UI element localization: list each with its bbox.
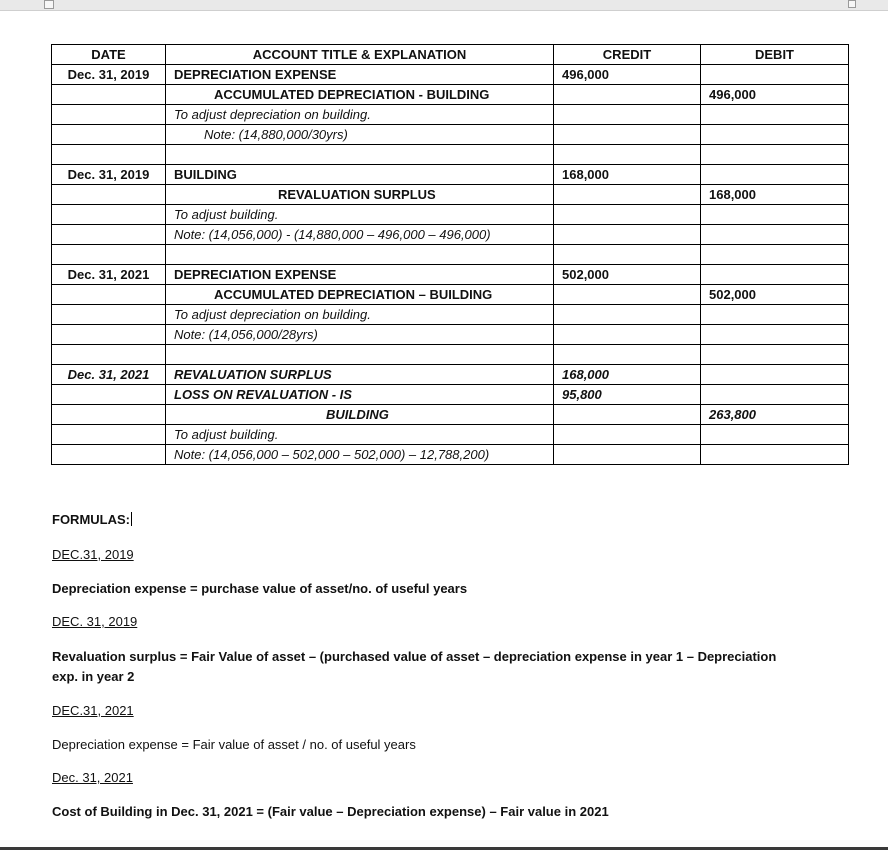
- entry-date: [52, 145, 166, 165]
- formula-text: Cost of Building in Dec. 31, 2021 = (Fair value – Depreciation expense) – Fair value in 2021: [52, 804, 609, 819]
- entry-date: [52, 245, 166, 265]
- entry-date: Dec. 31, 2021: [52, 265, 166, 285]
- entry-date: [52, 285, 166, 305]
- debit-amount: 502,000: [701, 285, 849, 305]
- account-title: REVALUATION SURPLUS: [166, 365, 554, 385]
- table-row: [52, 125, 849, 145]
- table-row: [52, 85, 849, 105]
- debit-amount: [701, 205, 849, 225]
- debit-amount: [701, 445, 849, 465]
- debit-amount: [701, 165, 849, 185]
- credit-amount: [554, 185, 701, 205]
- header-credit: CREDIT: [554, 45, 701, 65]
- entry-date: Dec. 31, 2021: [52, 365, 166, 385]
- credit-amount: [554, 145, 701, 165]
- credit-amount: [554, 345, 701, 365]
- formula-date: Dec. 31, 2021: [52, 770, 133, 785]
- account-title: BUILDING: [166, 405, 554, 425]
- table-row: [52, 365, 849, 385]
- table-row: [52, 65, 849, 85]
- debit-amount: [701, 105, 849, 125]
- credit-amount: 168,000: [554, 165, 701, 185]
- formula-text: Depreciation expense = purchase value of asset/no. of useful years: [52, 581, 468, 596]
- debit-amount: 168,000: [701, 185, 849, 205]
- horizontal-ruler: [0, 0, 888, 11]
- entry-date: [52, 325, 166, 345]
- table-header-row: [52, 45, 849, 65]
- entry-date: Dec. 31, 2019: [52, 165, 166, 185]
- header-debit: DEBIT: [701, 45, 849, 65]
- formula-date: DEC.31, 2021: [52, 703, 134, 718]
- table-row: [52, 225, 849, 245]
- entry-date: [52, 345, 166, 365]
- formula-text: Revaluation surplus = Fair Value of asset – (purchased value of asset – depreciation expense in year 1 – Depreciation: [52, 649, 777, 664]
- debit-amount: [701, 245, 849, 265]
- credit-amount: [554, 445, 701, 465]
- account-title: ACCUMULATED DEPRECIATION – BUILDING: [166, 285, 554, 305]
- journal-entry-table: [51, 44, 849, 465]
- credit-amount: [554, 405, 701, 425]
- credit-amount: [554, 225, 701, 245]
- table-row: [52, 105, 849, 125]
- note: Note: (14,880,000/30yrs): [166, 125, 554, 145]
- debit-amount: [701, 325, 849, 345]
- table-row-blank: [52, 245, 849, 265]
- account-title: [166, 245, 554, 265]
- debit-amount: [701, 345, 849, 365]
- table-row: [52, 205, 849, 225]
- entry-date: [52, 385, 166, 405]
- header-account: ACCOUNT TITLE & EXPLANATION: [166, 45, 554, 65]
- debit-amount: [701, 365, 849, 385]
- debit-amount: [701, 265, 849, 285]
- debit-amount: [701, 385, 849, 405]
- table-row-blank: [52, 145, 849, 165]
- debit-amount: [701, 425, 849, 445]
- entry-date: [52, 225, 166, 245]
- entry-date: [52, 205, 166, 225]
- account-title: LOSS ON REVALUATION - IS: [166, 385, 554, 405]
- debit-amount: 496,000: [701, 85, 849, 105]
- entry-date: [52, 445, 166, 465]
- formulas-heading[interactable]: [52, 512, 132, 527]
- explanation: To adjust depreciation on building.: [166, 305, 554, 325]
- note: Note: (14,056,000/28yrs): [166, 325, 554, 345]
- entry-date: [52, 405, 166, 425]
- account-title: DEPRECIATION EXPENSE: [166, 65, 554, 85]
- formula-date: DEC.31, 2019: [52, 547, 134, 562]
- account-title: [166, 345, 554, 365]
- entry-date: [52, 185, 166, 205]
- table-row: [52, 425, 849, 445]
- table-row: [52, 385, 849, 405]
- debit-amount: [701, 225, 849, 245]
- entry-date: [52, 425, 166, 445]
- credit-amount: [554, 125, 701, 145]
- table-row: [52, 265, 849, 285]
- credit-amount: 95,800: [554, 385, 701, 405]
- entry-date: [52, 305, 166, 325]
- account-title: BUILDING: [166, 165, 554, 185]
- entry-date: [52, 125, 166, 145]
- credit-amount: 502,000: [554, 265, 701, 285]
- formula-text-continued: exp. in year 2: [52, 669, 135, 684]
- formula-date: DEC. 31, 2019: [52, 614, 138, 629]
- credit-amount: [554, 325, 701, 345]
- table-row: [52, 445, 849, 465]
- table-row: [52, 185, 849, 205]
- table-row: [52, 325, 849, 345]
- credit-amount: [554, 285, 701, 305]
- table-row: [52, 285, 849, 305]
- right-margin-marker[interactable]: [848, 0, 856, 8]
- text-cursor: [131, 512, 132, 526]
- explanation: To adjust depreciation on building.: [166, 105, 554, 125]
- entry-date: Dec. 31, 2019: [52, 65, 166, 85]
- note: Note: (14,056,000) - (14,880,000 – 496,000 – 496,000): [166, 225, 554, 245]
- credit-amount: [554, 245, 701, 265]
- explanation: To adjust building.: [166, 205, 554, 225]
- left-margin-marker[interactable]: [44, 0, 54, 9]
- account-title: ACCUMULATED DEPRECIATION - BUILDING: [166, 85, 554, 105]
- credit-amount: [554, 85, 701, 105]
- credit-amount: [554, 205, 701, 225]
- account-title: [166, 145, 554, 165]
- table-row: [52, 305, 849, 325]
- table-row: [52, 165, 849, 185]
- formula-text: Depreciation expense = Fair value of asset / no. of useful years: [52, 737, 416, 752]
- account-title: DEPRECIATION EXPENSE: [166, 265, 554, 285]
- credit-amount: [554, 105, 701, 125]
- entry-date: [52, 85, 166, 105]
- credit-amount: [554, 425, 701, 445]
- entry-date: [52, 105, 166, 125]
- table-row: [52, 405, 849, 425]
- credit-amount: [554, 305, 701, 325]
- table-row-blank: [52, 345, 849, 365]
- debit-amount: [701, 65, 849, 85]
- debit-amount: [701, 125, 849, 145]
- account-title: REVALUATION SURPLUS: [166, 185, 554, 205]
- credit-amount: 496,000: [554, 65, 701, 85]
- formulas-heading-text: FORMULAS:: [52, 512, 130, 527]
- debit-amount: 263,800: [701, 405, 849, 425]
- note: Note: (14,056,000 – 502,000 – 502,000) – 12,788,200): [166, 445, 554, 465]
- debit-amount: [701, 145, 849, 165]
- explanation: To adjust building.: [166, 425, 554, 445]
- debit-amount: [701, 305, 849, 325]
- credit-amount: 168,000: [554, 365, 701, 385]
- header-date: DATE: [52, 45, 166, 65]
